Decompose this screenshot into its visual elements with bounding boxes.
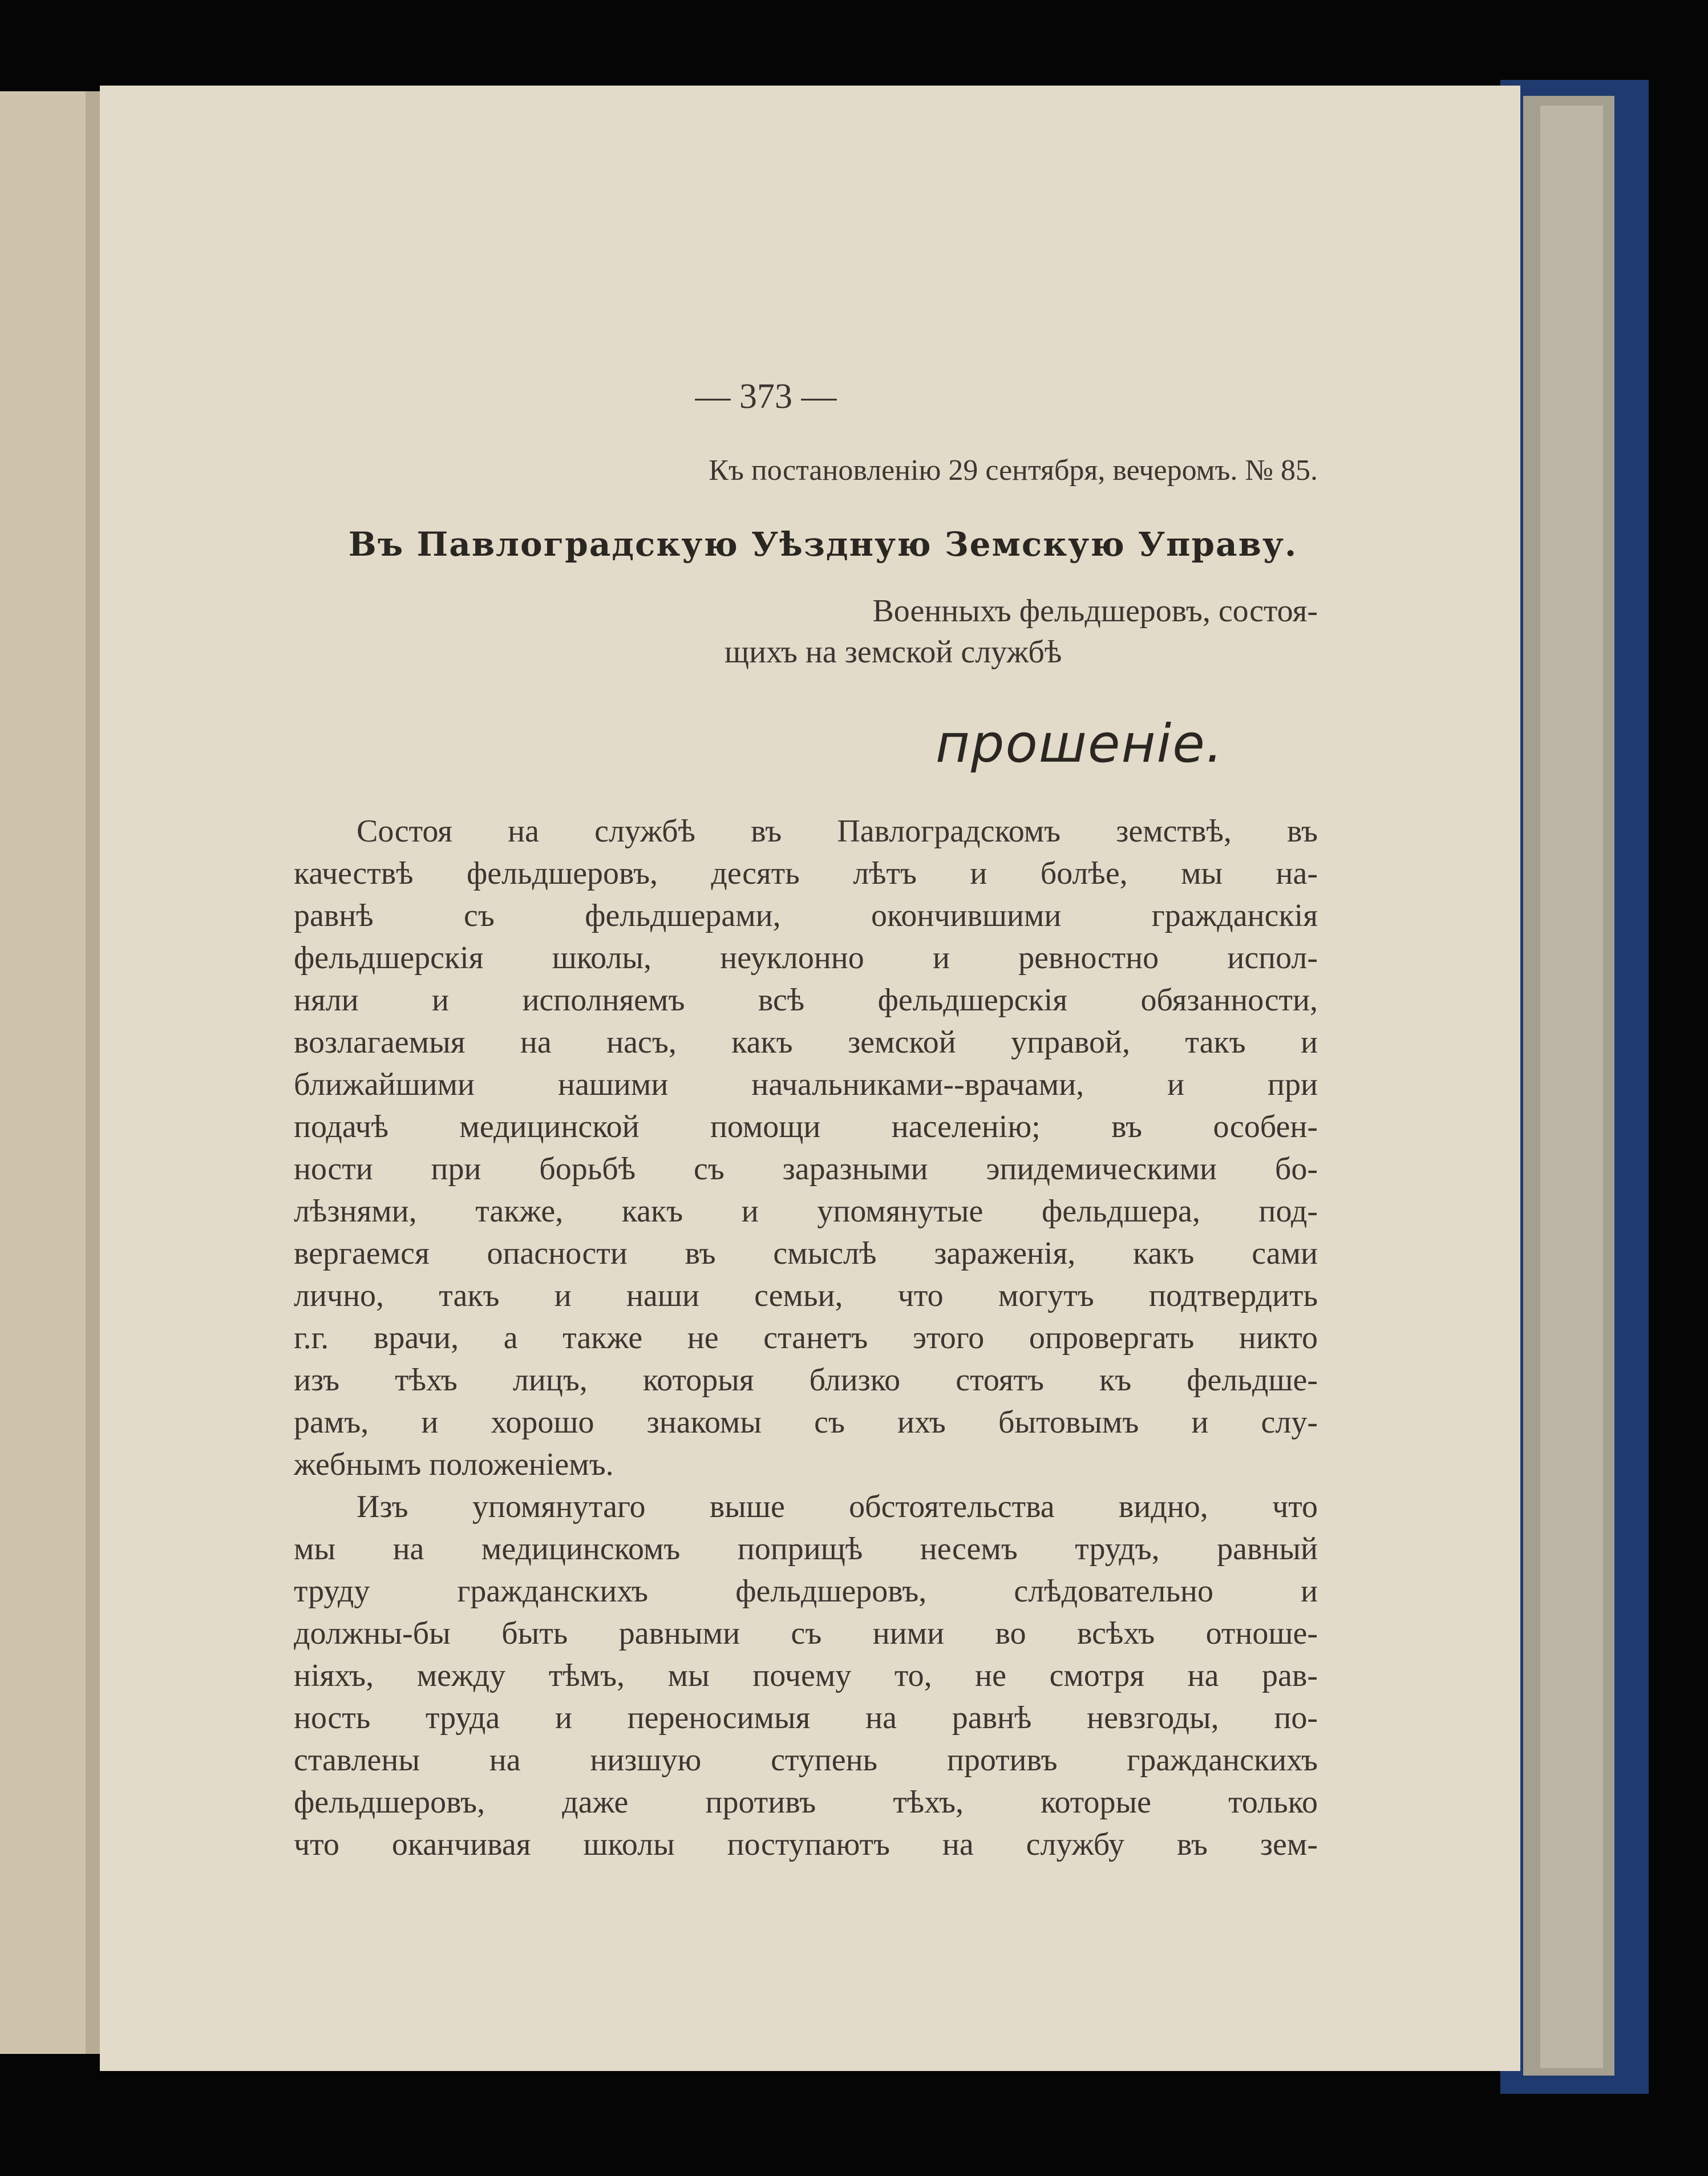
page-edges-inner [1540,106,1603,2068]
resolution-note: Къ постановленію 29 сентября, вечеромъ. № 85. [709,454,1318,487]
sender-block [716,590,1318,673]
addressee-heading: Въ Павлоградскую Уѣздную Земскую Управу. [348,525,1298,564]
document-page [100,86,1520,2071]
text-line: равнѣ съ фельдшерами, окончившими гражданскія [294,898,1318,933]
left-facing-page [0,91,100,2054]
text-line: фельдшеровъ, даже противъ тѣхъ, которые только [294,1785,1318,1820]
text-line: ность труда и переносимыя на равнѣ невзгоды, по- [294,1700,1318,1736]
text-line: что оканчивая школы поступаютъ на службу въ зем- [294,1827,1318,1862]
text-line: г.г. врачи, а также не станетъ этого опровергать никто [294,1320,1318,1356]
text-line: качествѣ фельдшеровъ, десять лѣтъ и болѣе, мы на- [294,856,1318,891]
text-line: фельдшерскія школы, неуклонно и ревностно испол- [294,940,1318,976]
text-line: подачѣ медицинской помощи населенію; въ особен- [294,1109,1318,1144]
sender-line: Военныхъ фельдшеровъ, состоя- [872,593,1318,629]
text-line: рамъ, и хорошо знакомы съ ихъ бытовымъ и слу- [294,1405,1318,1440]
body-text [294,810,1318,1866]
text-line: лѣзнями, также, какъ и упомянутые фельдшера, под- [294,1194,1318,1229]
text-line: жебнымъ положеніемъ. [294,1447,614,1482]
text-line: ближайшими нашими начальниками--врачами, и при [294,1067,1318,1102]
text-line: ніяхъ, между тѣмъ, мы почему то, не смотря на рав- [294,1658,1318,1693]
text-line: няли и исполняемъ всѣ фельдшерскія обязанности, [294,982,1318,1018]
text-line: лично, такъ и наши семьи, что могутъ подтвердить [294,1278,1318,1313]
text-line: должны-бы быть равными съ ними во всѣхъ отноше- [294,1616,1318,1651]
text-line: мы на медицинскомъ поприщѣ несемъ трудъ, равный [294,1531,1318,1567]
text-line: труду гражданскихъ фельдшеровъ, слѣдовательно и [294,1574,1318,1609]
text-line: изъ тѣхъ лицъ, которыя близко стоятъ къ фельдше- [294,1362,1318,1398]
text-line: вергаемся опасности въ смыслѣ зараженія, какъ сами [294,1236,1318,1271]
document-title: прошенiе. [935,713,1224,774]
text-line: Состоя на службѣ въ Павлоградскомъ земствѣ, въ [357,814,1318,849]
sender-line: щихъ на земской службѣ [725,634,1062,670]
page-number: — 373 — [695,377,837,416]
text-line: ставлены на низшую ступень противъ гражданскихъ [294,1742,1318,1778]
text-line: ности при борьбѣ съ заразными эпидемическими бо- [294,1151,1318,1187]
text-line: возлагаемыя на насъ, какъ земской управой, такъ и [294,1025,1318,1060]
text-line: Изъ упомянутаго выше обстоятельства видно, что [357,1489,1318,1524]
